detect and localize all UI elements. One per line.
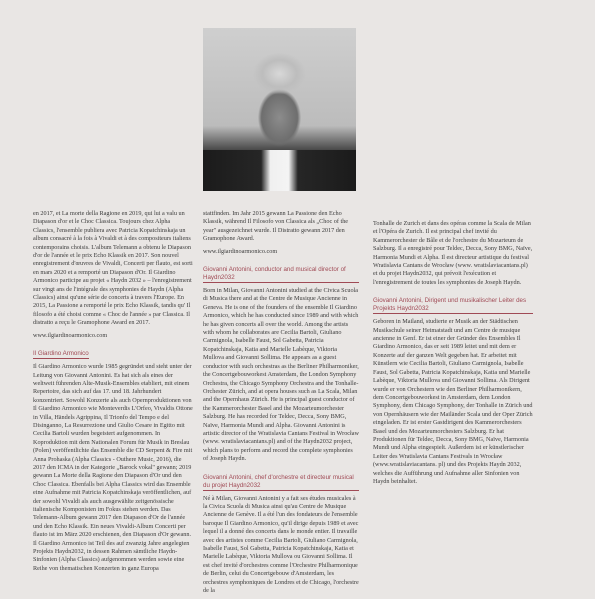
paragraph: en 2017, et La morte della Ragione en 2019, qui lui a valu un Diapason d'or et le Choc Classica. Toujours chez Alpha Classics, l'ensemble publiera avec Patricia Kopatchinskaja un album consacré à la fois à Vivaldi et à des compositeurs italiens contemporains choisis. L'album Telemann a obtenu le Diapason d'or de l'année et le prix Echo Klassik en 2017. Son nouvel enregistrement d'œuvres de Vivaldi, Concerti per flauto, est sorti en mars 2020 et a remporté un Diapason d'Or. Il Giardino Armonico participe au projet « Haydn 2032 » – l'enregistrement sur vingt ans de l'intégrale des symphonies de Haydn (Alpha Classics) ainsi qu'une série de concerts à travers l'Europe. En 2015, La Passione a remporté le prix Echo Klassik, tandis qu' Il filosofo a été choisi comme « Choc de l'année » par Classica. Il distratto a reçu le Gramophone Award en 2017. xyxy=(33,210,193,327)
section-heading: Giovanni Antonini, chef d'orchestre et directeur musical du projet Haydn2032 xyxy=(203,474,359,491)
column-right xyxy=(373,220,533,490)
paragraph: Tonhalle de Zurich et dans des opéras comme la Scala de Milan et l'Opéra de Zurich. Il est principal chef invité du Kammerorchester de Bâle et de l'orchestre du Mozarteum de Salzburg. Il a enregistré pour Teldec, Decca, Sony BMG, Naïve, Harmonia Mundi et Alpha. Il est directeur artistique du festival Wratislavia Cantans de Wrocław (www. wratislaviacantans.pl) et du projet Haydn2032, qui prévoit l'exécution et l'enregistrement de toutes les symphonies de Joseph Haydn. xyxy=(373,220,533,286)
column-left xyxy=(33,210,193,577)
section-heading: Il Giardino Armonico xyxy=(33,350,89,358)
paragraph: Geboren in Mailand, studierte er Musik an der Städtischen Musikschule seiner Heimatstadt und am Centre de musique ancienne in Genf. Er ist einer der Gründer des Ensembles Il Giardino Armonico, das er seit 1989 leitet und mit dem er Konzerte auf der ganzen Welt gegeben hat. Er arbeitet mit Künstlern wie Cecilia Bartoli, Giuliano Carmignola, Isabelle Faust, Sol Gabetta, Patricia Kopatchinskaja, Katia und Marielle Labèque, Viktoria Mullova und Giovanni Sollima. Als Dirigent wurde er von Orchestern wie den Berliner Philharmonikern, dem Concertgebouworkest in Amsterdam, dem London Symphony, dem Chicago Symphony, der Tonhalle in Zürich und von Opernhäusern wie der Mailänder Scala und der Oper Zürich eingeladen. Er ist erster Gastdirigent des Kammerorchesters Basel und des Mozarteumorchesters Salzburg. Er hat Produktionen für Teldec, Decca, Sony BMG, Naïve, Harmonia Mundi und Alpha eingespielt. Außerdem ist er künstlerischer Leiter des Wratislavia Cantans Festivals in Wrocław (www.wratislaviacantans. pl) und des Projekts Haydn 2032, welches die Aufführung und Aufnahme aller Sinfonien von Haydn beinhaltet. xyxy=(373,318,533,485)
section-heading: Giovanni Antonini, conductor and musical director of Haydn2032 xyxy=(203,266,359,283)
url-text: www.ilgiardinoarmonico.com xyxy=(203,247,278,255)
column-middle xyxy=(203,210,359,599)
section-heading: Giovanni Antonini, Dirigent und musikalischer Leiter des Projekts Haydn2032 xyxy=(373,297,533,314)
paragraph: Born in Milan, Giovanni Antonini studied at the Civica Scuola di Musica there and at the Centre de Musique Ancienne in Geneva. He is one of the founders of the ensemble Il Giardino Armonico, which he has conducted since 1989 and with which he has given concerts all over the world. Among the artists with whom he collaborates are Cecilia Bartoli, Giuliano Carmignola, Isabelle Faust, Sol Gabetta, Patricia Kopatchinskaja, Katia and Marielle Labèque, Viktoria Mullova and Giovanni Sollima. He appears as a guest conductor with such orchestras as the Berliner Philharmoniker, the Concertgebouworkest Amsterdam, the London Symphony Orchestra, the Chicago Symphony Orchestra and the Tonhalle-Orchester Zürich, and at opera houses such as La Scala, Milan and the Opernhaus Zürich. He is principal guest conductor of the Kammerorchester Basel and the Mozarteumorchester Salzburg. He has recorded for Teldec, Decca, Sony BMG, Naïve, Harmonia Mundi and Alpha. Giovanni Antonini is artistic director of the Wratislavia Cantans Festival in Wrocław (www. wratislaviacantans.pl) and of the Haydn2032 project, which plans to perform and record the complete symphonies of Joseph Haydn. xyxy=(203,287,359,463)
paragraph: Il Giardino Armonico wurde 1985 gegründet und steht unter der Leitung von Giovanni Antonini. Es hat sich als eines der weltweit führenden Alte-Musik-Ensembles etabliert, mit einem Repertoire, das sich auf das 17. und 18. Jahrhundert konzentriert. Sowohl Konzerte als auch Opernproduktionen von Il Giardino Armonico wie Monteverdis L'Orfeo, Vivaldis Ottone in Villa, Händels Agrippina, Il Trionfo del Tempo e del Disinganno, La Resurrezione und Giulio Cesare in Egitto mit Cecilia Bartoli wurden begeistert aufgenommen. In Koproduktion mit dem Nationalen Forum für Musik in Breslau (Polen) veröffentlichte das Ensemble die CD Serpent & Fire mit Anna Prohaska (Alpha Classics - Outhere Music, 2016), die 2017 den ICMA in der Kategorie „Barock vokal" gewann; 2019 gewann La Morte della Ragione den Diapason d'Or und den Choc Classica. Ebenfalls bei Alpha Classics wird das Ensemble eine Aufnahme mit Patricia Kopatchinskaja veröffentlichen, auf der sowohl Vivaldi als auch ausgewählte zeitgenössische italienische Komponisten im Fokus stehen werden. Das Telemann-Album gewann 2017 den Diapason d'Or de l'année und den Echo Klassik. Ein neues Vivaldi-Album Concerti per flauto ist im März 2020 erschienen, den Diapason d'Or gewann. Il Giardino Armonico ist Teil des auf zwanzig Jahre angelegten Projekts Haydn2032, in dessen Rahmen sämtliche Haydn-Sinfonien (Alpha Classics) aufgenommen werden sowie eine Reihe von thematischen Konzerten in ganz Europa xyxy=(33,363,193,572)
portrait-photo-shirt xyxy=(203,150,356,191)
paragraph: Né à Milan, Giovanni Antonini y a fait ses études musicales à la Civica Scuola di Musica ainsi qu'au Centre de Musique Ancienne de Genève. Il a été l'un des fondateurs de l'ensemble baroque Il Giardino Armonico, qu'il dirige depuis 1989 et avec lequel il a donné des concerts dans le monde entier. Il travaille avec des artistes comme Cecilia Bartoli, Giuliano Carmignola, Isabelle Faust, Sol Gabetta, Patricia Kopatchinskaja, Katia et Marielle Labèque, Viktoria Mullova ou Giovanni Sollima. Il est chef invité d'orchestres comme l'Orchestre Philharmonique de Berlin, celui du Concertgebouw d'Amsterdam, les orchestres symphoniques de Londres et de Chicago, l'orchestre de la xyxy=(203,494,359,595)
url-text: www.ilgiardinoarmonico.com xyxy=(33,331,108,339)
paragraph: stattfinden. Im Jahr 2015 gewann La Passione den Echo Klassik, während Il Filosofo von Classica als „Choc of the year" ausgezeichnet wurde. Il Distratto gewann 2017 den Gramophone Award. xyxy=(203,210,349,243)
